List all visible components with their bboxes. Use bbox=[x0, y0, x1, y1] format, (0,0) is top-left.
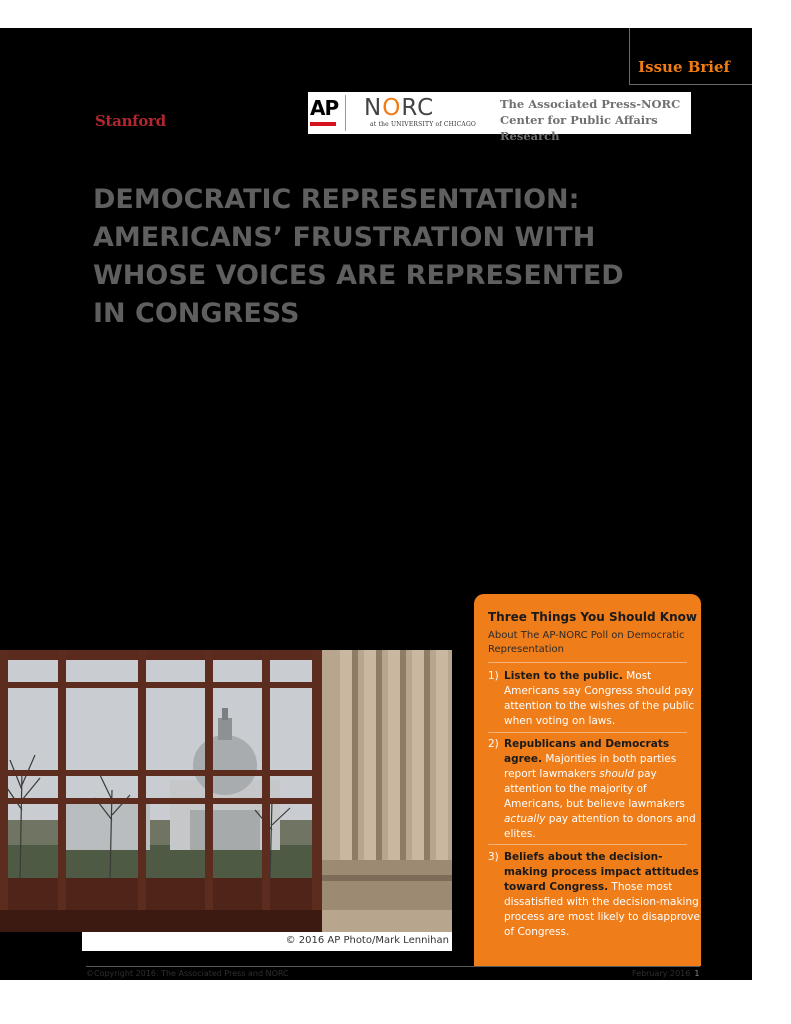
finding-detail: Most Americans say Congress should pay attention to the wishes of the public when voting on laws. bbox=[504, 670, 695, 727]
norc-logo-subtitle: at the UNIVERSITY of CHICAGO bbox=[370, 121, 477, 128]
separator bbox=[488, 844, 687, 845]
ap-logo-text: AP bbox=[310, 96, 339, 120]
ap-logo bbox=[308, 92, 338, 134]
finding-number: 2) bbox=[488, 738, 499, 750]
finding-lead: Republicans and Democrats agree. bbox=[504, 738, 670, 765]
report-title: DEMOCRATIC REPRESENTATION: AMERICANS’ FRUSTRATION WITH WHOSE VOICES ARE REPRESENTED IN CONGRESS bbox=[93, 184, 624, 329]
finding-text bbox=[504, 669, 700, 729]
norc-logo-o: O bbox=[382, 95, 402, 121]
ap-logo-underline bbox=[310, 122, 336, 126]
finding-detail: Majorities in both parties report lawmakers bbox=[504, 753, 677, 780]
norc-logo-n: N bbox=[364, 95, 383, 121]
separator bbox=[488, 732, 687, 733]
key-findings-heading: Three Things You Should Know bbox=[488, 610, 697, 624]
org-name-line-2: Center for Public Affairs Research bbox=[500, 113, 658, 143]
separator bbox=[488, 662, 687, 663]
finding-emphasis: should bbox=[599, 768, 635, 780]
key-findings-subheading: About The AP-NORC Poll on Democratic Representation bbox=[488, 630, 685, 655]
norc-logo-rc: RC bbox=[401, 95, 435, 121]
finding-detail: pay attention to the majority of Americans, but believe lawmakers bbox=[504, 768, 685, 810]
footer-rule bbox=[86, 966, 700, 967]
footer-date-page bbox=[632, 969, 699, 978]
finding-lead: Beliefs about the decision-making process impact attitudes toward Congress. bbox=[504, 851, 699, 893]
key-findings-box bbox=[474, 594, 701, 966]
finding-emphasis: actually bbox=[504, 813, 546, 825]
issue-brief-label: Issue Brief bbox=[638, 58, 730, 76]
footer-copyright: ©Copyright 2016. The Associated Press and NORC bbox=[86, 969, 289, 978]
org-name-line-1: The Associated Press-NORC bbox=[500, 97, 681, 111]
finding-detail: pay attention to donors and elites. bbox=[504, 813, 696, 840]
capitol-photo bbox=[0, 650, 452, 932]
finding-number: 1) bbox=[488, 670, 499, 682]
footer-date: February 2016 bbox=[632, 969, 691, 978]
stanford-logo: Stanford bbox=[95, 112, 166, 130]
finding-text bbox=[504, 850, 700, 940]
finding-lead: Listen to the public. bbox=[504, 670, 623, 682]
norc-logo bbox=[364, 95, 434, 121]
finding-number: 3) bbox=[488, 851, 499, 863]
issue-brief-tab bbox=[629, 28, 752, 85]
photo-caption-bar bbox=[82, 932, 452, 951]
page-number: 1 bbox=[694, 969, 700, 978]
ap-norc-logo-bar bbox=[308, 92, 691, 143]
finding-detail: Those most dissatisfied with the decision-making process are most likely to disapprove of Congress. bbox=[504, 881, 700, 938]
finding-text bbox=[504, 737, 700, 842]
org-name bbox=[500, 96, 691, 144]
photo-caption: © 2016 AP Photo/Mark Lennihan bbox=[285, 935, 449, 946]
logo-divider bbox=[345, 95, 346, 131]
